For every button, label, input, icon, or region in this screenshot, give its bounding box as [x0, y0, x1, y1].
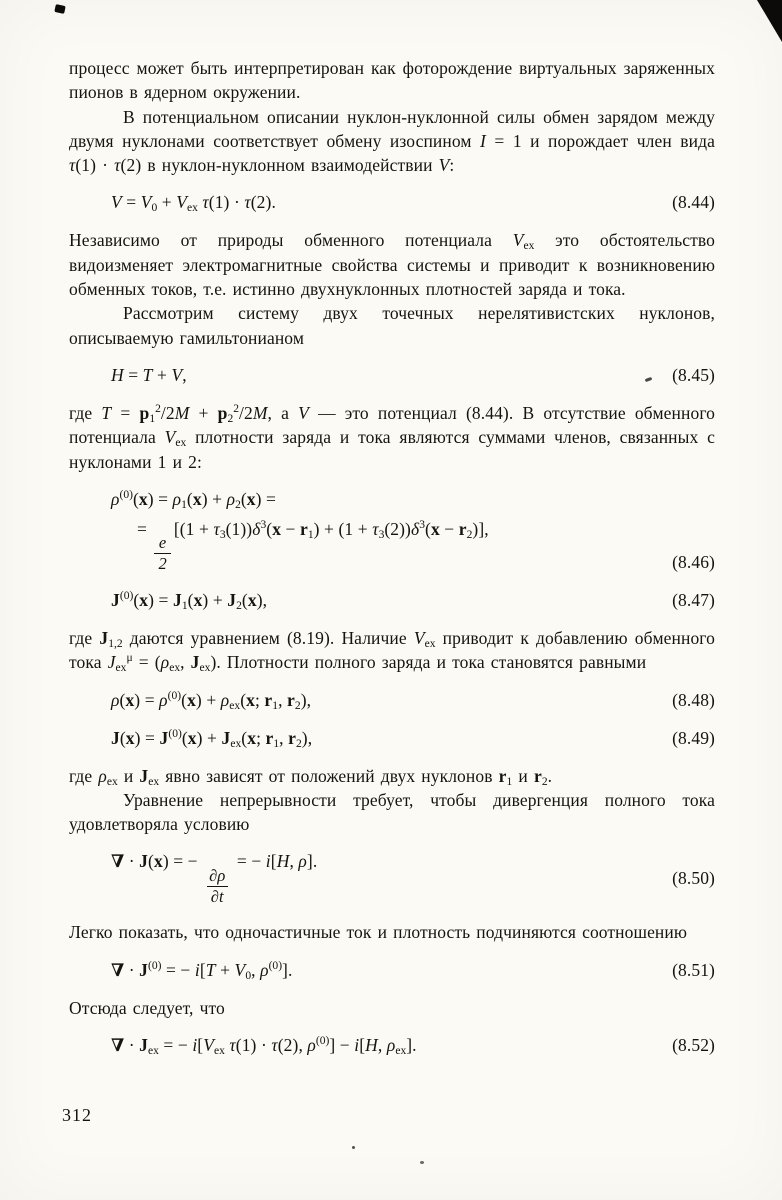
math-vector: x — [153, 851, 163, 872]
math-vector: J — [139, 959, 149, 980]
equation-number: (8.52) — [672, 1035, 715, 1056]
equation-body — [69, 849, 317, 907]
fraction-denominator: ∂t — [207, 886, 228, 907]
math-subscript: 2 — [235, 498, 241, 511]
math-variable: V — [140, 192, 152, 213]
math-vector: J — [139, 1035, 149, 1056]
math-variable: i — [192, 1035, 198, 1056]
paragraph: где $T = p_1^2/2M + p_2^2/2M$, а V — это потенциал (8.44). В отсутствие обменного потенциала $V_{ex}$ плотности заряда и тока являются суммами членов, связанных с нуклонами 1 и 2: — [69, 402, 716, 472]
equation — [69, 958, 715, 983]
math-subscript: ex — [395, 1044, 407, 1057]
scan-artifact-speck — [420, 1161, 424, 1164]
equation-body — [69, 487, 489, 575]
equation-number: (8.50) — [672, 867, 715, 888]
math-vector: J — [227, 589, 237, 610]
math-subscript: ex — [214, 1044, 225, 1057]
math-variable: i — [265, 851, 271, 872]
page-number: 312 — [62, 1105, 92, 1125]
math-variable: V — [298, 402, 309, 423]
math-vector: x — [192, 488, 202, 509]
math-subscript: 0 — [151, 202, 158, 215]
math-variable: H — [111, 364, 124, 385]
math-superscript: (0) — [167, 689, 182, 702]
math-subscript: 3 — [378, 528, 385, 541]
math-variable: τ — [229, 1035, 236, 1056]
math-variable: ρ — [111, 689, 120, 710]
math-subscript: 2 — [236, 599, 242, 612]
math-vector: r — [287, 689, 295, 710]
math-variable: τ — [271, 1035, 278, 1056]
math-variable: ρ — [220, 689, 230, 710]
equation-number: (8.49) — [672, 727, 715, 748]
paragraph: процесс может быть интерпретирован как фоторождение виртуальных заряженных пионов в ядерном окружении. — [69, 58, 715, 103]
equation-line: ∇ · $J^{(0)}$ = − $i[T + V_0$, $\rho^{(0)}$]. — [111, 959, 293, 982]
math-vector: r — [288, 727, 296, 748]
math-vector: x — [247, 727, 257, 748]
math-vector: J — [99, 627, 109, 648]
math-subscript: ex — [424, 637, 436, 650]
math-vector: x — [247, 589, 257, 610]
fraction-denominator: 2 — [154, 553, 170, 574]
equation — [69, 688, 715, 713]
math-vector: J — [172, 589, 182, 610]
math-subscript: 0 — [245, 969, 252, 982]
math-vector: J — [111, 589, 120, 610]
math-superscript: 2 — [155, 403, 161, 416]
math-vector: ∇ — [111, 851, 125, 872]
paragraph: В потенциальном описании нуклон-нуклонной силы обмен зарядом между двумя нуклонами соответствует обмену изоспином I = 1 и порождает член вида τ(1) · τ(2) в нуклон-нуклонном взаимодействии V: — [69, 106, 715, 176]
equation — [69, 588, 715, 613]
math-vector: x — [246, 689, 255, 710]
math-vector: ∇ — [111, 959, 125, 980]
math-vector: J — [139, 851, 149, 872]
math-variable: τ — [244, 192, 251, 213]
paragraph: Легко показать, что одночастичные ток и плотность подчиняются соотношению — [69, 922, 688, 943]
math-vector: J — [139, 765, 149, 786]
equation-line: $V = V_0 + V_{ex}$ τ(1) · τ(2). — [111, 192, 276, 215]
math-variable: δ — [252, 518, 261, 539]
math-subscript: ex — [169, 662, 181, 675]
paragraph: Рассмотрим систему двух точечных нерелятивистских нуклонов, описываемую гамильтонианом — [69, 303, 715, 348]
math-vector: x — [246, 488, 256, 509]
math-variable: V — [413, 627, 425, 648]
equation-body — [69, 588, 267, 613]
math-vector: J — [159, 727, 169, 748]
math-subscript: 1 — [307, 528, 314, 541]
math-variable: M — [252, 402, 268, 423]
equation — [69, 487, 715, 575]
equation-line: ∇ · J(x) = − $\frac{\partial\rho}{\partial t}$ = − i[H, ρ]. — [111, 851, 318, 906]
math-subscript: ex — [523, 240, 535, 253]
math-vector: r — [498, 765, 507, 786]
page-content — [69, 56, 715, 1071]
math-subscript: 2 — [227, 412, 234, 425]
equation — [69, 1033, 715, 1058]
math-vector: x — [187, 727, 197, 748]
math-superscript: 2 — [233, 403, 240, 416]
equation — [69, 726, 715, 751]
math-vector: r — [458, 518, 467, 539]
equation-line: $J^{(0)}(x) = J_1(x) + J_2(x)$, — [111, 589, 268, 612]
math-vector: p — [217, 402, 228, 423]
math-variable: V — [164, 427, 176, 448]
math-vector: p — [139, 402, 150, 423]
math-variable: I — [480, 130, 486, 151]
math-subscript: 2 — [295, 737, 302, 750]
equation-body — [69, 363, 187, 388]
equation-body — [69, 726, 312, 751]
equation-body — [69, 688, 311, 713]
math-variable: τ — [69, 155, 76, 176]
math-variable: δ — [410, 518, 420, 539]
math-variable: V — [203, 1035, 215, 1056]
math-variable: T — [142, 364, 153, 385]
math-vector: r — [533, 765, 542, 786]
math-variable: ρ — [159, 689, 168, 710]
fraction — [154, 533, 170, 575]
paragraph: Независимо от природы обменного потенциала $V_{ex}$ это обстоятельство видоизменяет электромагнитные свойства системы и приводит к возникновению обменных токов, т.е. истинно двухнуклонных плотностей заряда и тока. — [69, 230, 715, 300]
equation-number: (8.46) — [672, 551, 715, 572]
math-subscript: 2 — [294, 699, 301, 712]
math-vector: x — [193, 589, 203, 610]
math-variable: τ — [213, 518, 220, 539]
math-vector: ∇ — [111, 1035, 125, 1056]
fraction — [205, 866, 229, 908]
math-variable: ρ — [386, 1035, 396, 1056]
scan-artifact-corner — [757, 0, 782, 42]
math-subscript: ex — [199, 662, 211, 675]
math-variable: ρ — [160, 652, 170, 673]
math-superscript: (0) — [148, 959, 162, 972]
fraction-numerator: ∂ρ — [209, 865, 226, 885]
math-subscript: 1 — [506, 775, 513, 788]
equation-line: $\rho^{(0)}(x) = \rho_1(x) + \rho_2(x)$ = — [111, 488, 277, 511]
math-subscript: 1 — [273, 737, 280, 750]
math-variable: V — [512, 230, 524, 251]
math-variable: V — [171, 364, 183, 385]
math-variable: τ — [114, 155, 121, 176]
math-variable: V — [176, 192, 188, 213]
equation-body — [69, 958, 292, 983]
scan-artifact-speck — [352, 1146, 355, 1149]
math-variable: V — [111, 192, 122, 213]
math-subscript: 1 — [272, 699, 279, 712]
math-vector: J — [190, 652, 200, 673]
math-subscript: 2 — [541, 775, 548, 788]
math-vector: r — [264, 689, 273, 710]
math-subscript: 3 — [219, 528, 226, 541]
math-vector: x — [187, 689, 196, 710]
math-subscript: ex — [175, 437, 187, 450]
math-subscript: 2 — [466, 528, 473, 541]
math-vector: x — [139, 589, 149, 610]
equation-line: ∇ · $J_{ex}$ = − $i[V_{ex}$ τ(1) · τ(2), $\rho^{(0)}] - i[H$, $\rho_{ex}$]. — [111, 1035, 417, 1057]
equation-line: = $\frac{e}{2}$ $[(1 + \tau_3(1))\delta^3(x - r_1) + (1 + \tau_3(2))\delta^3(x - r_2)]$, — [137, 518, 489, 574]
math-variable: ρ — [298, 851, 307, 872]
math-variable: T — [101, 402, 112, 423]
scan-artifact-speck — [54, 4, 65, 14]
math-variable: T — [205, 959, 216, 980]
math-subscript: ex — [187, 202, 198, 215]
math-superscript: (0) — [268, 959, 283, 972]
math-variable: M — [174, 402, 190, 423]
math-vector: x — [430, 518, 440, 539]
math-subscript: 1 — [181, 599, 188, 612]
equation-number: (8.44) — [672, 192, 715, 213]
math-variable: i — [354, 1035, 360, 1056]
math-variable: H — [276, 851, 290, 872]
math-subscript: 1 — [181, 498, 187, 511]
math-subscript: ex — [229, 699, 241, 712]
fraction-numerator: e — [158, 532, 167, 552]
equation-line: $J(x) = J^{(0)}(x) + J_{ex}(x$; $r_1$, $r_2$), — [111, 727, 313, 750]
math-variable: J — [107, 652, 116, 673]
math-subscript: ex — [115, 662, 127, 675]
math-variable: i — [194, 959, 200, 980]
equation-number: (8.48) — [672, 689, 715, 710]
math-subscript: ex — [148, 775, 160, 788]
equation-body — [69, 190, 276, 215]
paragraph: Отсюда следует, что — [69, 997, 225, 1018]
math-variable: ρ — [111, 488, 120, 509]
equation — [69, 190, 715, 215]
math-variable: V — [438, 155, 450, 176]
equation-number: (8.51) — [672, 959, 715, 980]
math-subscript: 1 — [149, 412, 156, 425]
math-vector: J — [111, 727, 120, 748]
math-variable: ρ — [98, 765, 107, 786]
math-superscript: (0) — [119, 488, 133, 501]
math-subscript: ex — [106, 775, 118, 788]
math-vector: x — [272, 518, 282, 539]
paragraph: где $\rho_{ex}$ и $J_{ex}$ явно зависят от положений двух нуклонов $r_1$ и $r_2$. — [69, 765, 553, 788]
equation-line: H = T + V, — [111, 364, 187, 385]
math-variable: H — [365, 1035, 378, 1056]
math-superscript: (0) — [168, 727, 182, 740]
math-variable: ρ — [226, 488, 236, 509]
math-superscript: (0) — [315, 1035, 330, 1048]
math-vector: x — [138, 488, 148, 509]
math-subscript: 1,2 — [108, 637, 123, 650]
math-subscript: ex — [148, 1044, 159, 1057]
paragraph: где $J_{1,2}$ даются уравнением (8.19). Наличие $V_{ex}$ приводит к добавлению обменного тока $J_{ex}^\mu = (\rho_{ex}$, $J_{ex}$). Плотности полного заряда и тока становятся равными — [69, 627, 715, 675]
math-variable: ρ — [260, 959, 269, 980]
math-variable: V — [234, 959, 246, 980]
math-subscript: ex — [230, 737, 242, 750]
math-superscript: 3 — [260, 518, 267, 531]
math-variable: τ — [202, 192, 209, 213]
equation-body — [69, 1033, 417, 1058]
equation-number: (8.47) — [672, 589, 715, 610]
math-superscript: (0) — [119, 590, 134, 602]
math-superscript: 3 — [419, 518, 426, 531]
math-vector: x — [125, 689, 135, 710]
equation-line: $\rho(x) = \rho^{(0)}(x) + \rho_{ex}(x$; $r_1$, $r_2$), — [111, 689, 312, 712]
equation-number: (8.45) — [672, 364, 715, 385]
math-superscript: μ — [126, 652, 133, 665]
math-vector: x — [125, 727, 135, 748]
math-vector: J — [221, 727, 231, 748]
math-vector: r — [299, 518, 308, 539]
equation — [69, 849, 715, 907]
math-variable: τ — [372, 518, 379, 539]
equation — [69, 363, 715, 388]
math-variable: ρ — [307, 1035, 316, 1056]
math-vector: r — [265, 727, 274, 748]
math-variable: ρ — [172, 488, 182, 509]
paragraph: Уравнение непрерывности требует, чтобы дивергенция полного тока удовлетворяла условию — [69, 789, 715, 835]
